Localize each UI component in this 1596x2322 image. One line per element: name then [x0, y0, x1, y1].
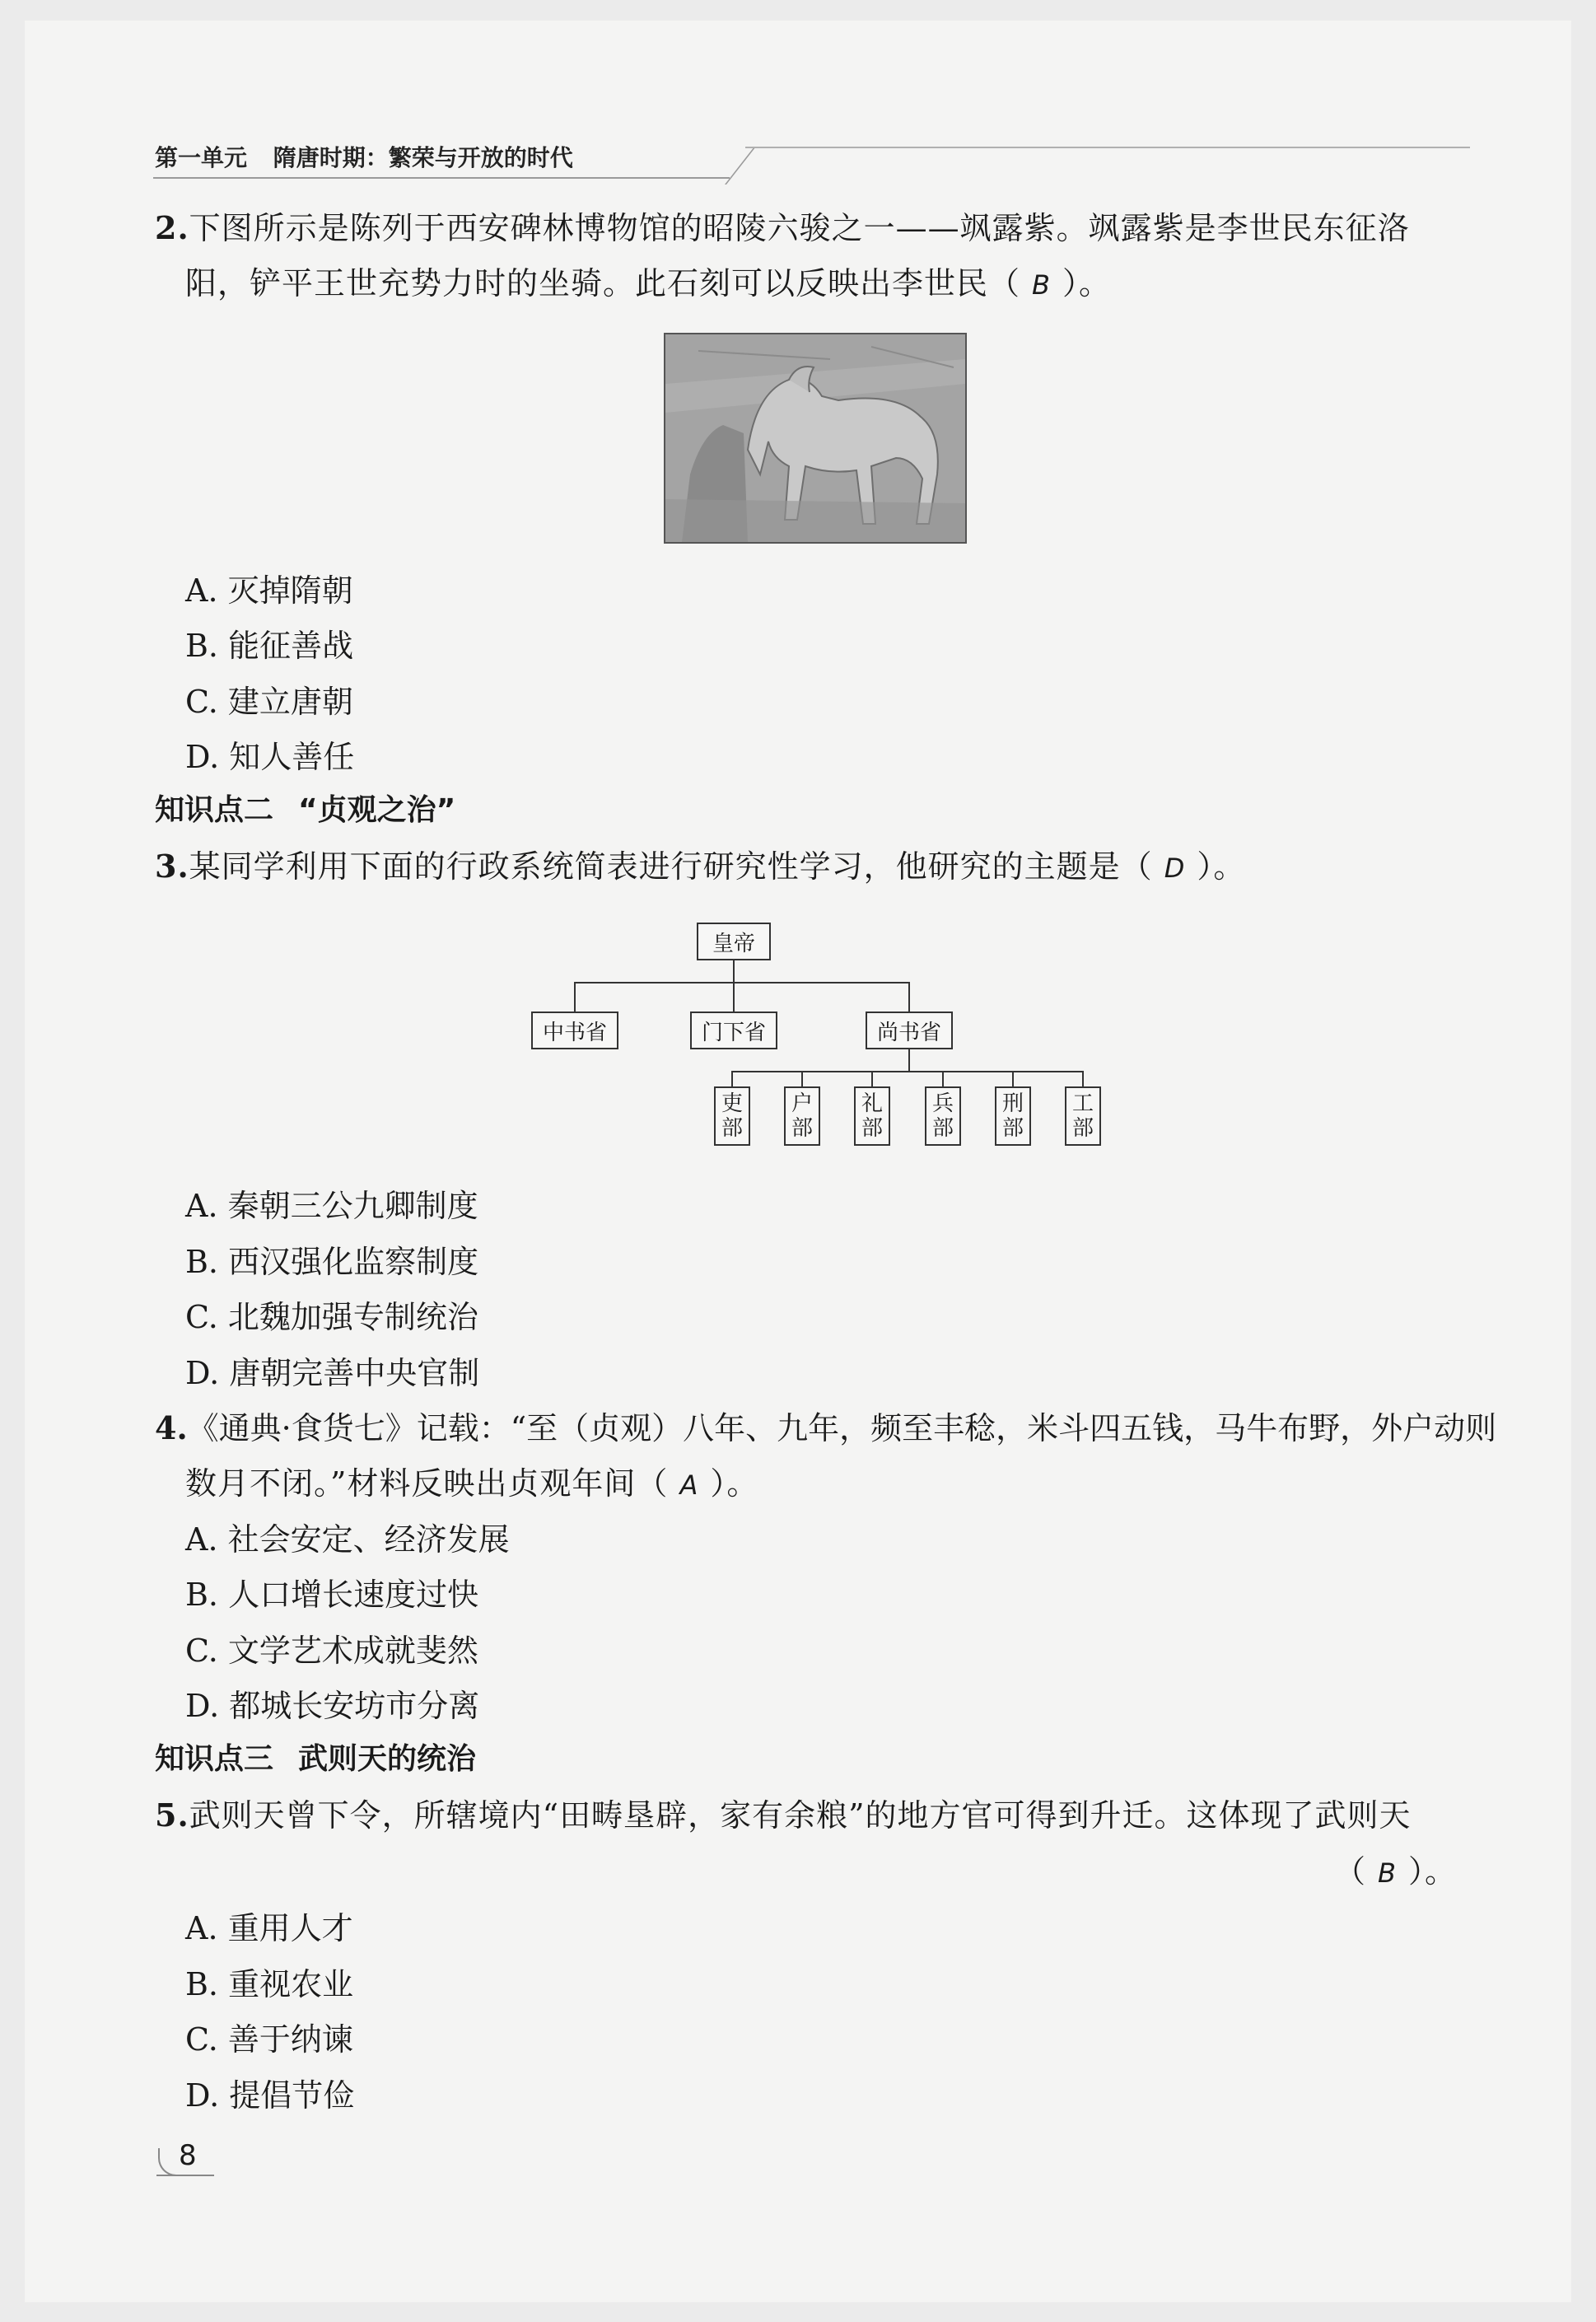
horse-relief-image [665, 334, 965, 542]
node-emperor: 皇帝 [697, 923, 771, 960]
q3-line-1 [155, 848, 1246, 885]
q3-option-d: D. 唐朝完善中央官制 [185, 1355, 480, 1391]
q5-option-d: D. 提倡节俭 [185, 2077, 355, 2114]
q5-option-c: C. 善于纳谏 [185, 2021, 353, 2058]
node-menxia: 门下省 [690, 1011, 777, 1049]
q3-option-a: A. 秦朝三公九卿制度 [185, 1188, 478, 1224]
node-bingbu [925, 1086, 961, 1146]
connector [908, 982, 910, 1013]
q5-text-1: 武则天曾下令，所辖境内“田畴垦辟，家有余粮”的地方官可得到升迁。这体现了武则天 [189, 1797, 1412, 1834]
node-label: 刑 部 [1001, 1091, 1024, 1141]
q3-option-b: B. 西汉强化监察制度 [185, 1244, 479, 1280]
connector [1082, 1071, 1084, 1087]
q3-number: 3. [155, 848, 189, 885]
connector [733, 982, 735, 1013]
section-3-heading [155, 1742, 477, 1776]
q5-text-2a: （ [1334, 1853, 1367, 1890]
node-libu-rites [854, 1086, 890, 1146]
q4-option-a: A. 社会安定、经济发展 [185, 1521, 510, 1558]
section-2-heading [155, 793, 456, 827]
q4-text-2a: 数月不闭。”材料反映出贞观年间（ [185, 1465, 669, 1502]
q4-number: 4. [155, 1409, 188, 1446]
section-2-label: 知识点二 [155, 793, 274, 827]
page-header [155, 140, 573, 173]
q4-line-2 [185, 1465, 759, 1502]
q5-line-1 [155, 1796, 1412, 1834]
q4-option-c: C. 文学艺术成就斐然 [185, 1633, 478, 1669]
q3-text-1b: ）。 [1197, 848, 1246, 885]
node-label: 兵 部 [931, 1091, 954, 1141]
node-libu-personnel [714, 1086, 750, 1146]
page-number-rule [156, 2175, 214, 2176]
connector [1012, 1071, 1014, 1087]
node-shangshu: 尚书省 [866, 1011, 953, 1049]
q5-number: 5. [155, 1796, 189, 1834]
q4-line-1 [155, 1409, 1497, 1446]
q5-option-b: B. 重视农业 [185, 1966, 354, 2002]
q4-option-d: D. 都城长安坊市分离 [185, 1688, 480, 1724]
q5-line-2 [1334, 1853, 1457, 1890]
connector [731, 1071, 733, 1087]
q2-number: 2. [155, 209, 189, 246]
q4-option-b: B. 人口增长速度过快 [185, 1577, 479, 1613]
header-rule [153, 177, 730, 179]
connector [574, 982, 576, 1013]
q2-option-c: C. 建立唐朝 [185, 684, 353, 720]
section-3-title: 武则天的统治 [298, 1742, 477, 1776]
page-number: 8 [179, 2139, 197, 2172]
connector [908, 1049, 910, 1072]
connector [871, 1071, 873, 1087]
node-xingbu [995, 1086, 1031, 1146]
node-label: 礼 部 [861, 1091, 883, 1141]
q2-line-2 [185, 265, 1111, 301]
q3-option-c: C. 北魏加强专制统治 [185, 1299, 478, 1335]
q3-text-1a: 某同学利用下面的行政系统简表进行研究性学习，他研究的主题是（ [189, 848, 1153, 885]
q4-text-2b: ）。 [710, 1465, 759, 1502]
node-label: 工 部 [1071, 1091, 1094, 1141]
node-label: 吏 部 [721, 1091, 743, 1141]
q2-line-1 [155, 209, 1410, 246]
q2-text-1: 下图所示是陈列于西安碑林博物馆的昭陵六骏之一——飒露紫。飒露紫是李世民东征洛 [189, 210, 1410, 246]
section-2-title: “贞观之治” [298, 793, 456, 827]
q2-answer: B [1032, 269, 1051, 301]
node-hubu [784, 1086, 820, 1146]
node-zhongshu: 中书省 [531, 1011, 618, 1049]
connector [733, 960, 735, 983]
section-3-label: 知识点三 [155, 1742, 274, 1776]
header-title: 隋唐时期：繁荣与开放的时代 [273, 144, 573, 171]
node-label: 户 部 [791, 1091, 813, 1141]
stone-relief-photo [664, 333, 967, 544]
q2-option-a: A. 灭掉隋朝 [185, 572, 353, 609]
q5-option-a: A. 重用人才 [185, 1910, 353, 1946]
q5-text-2b: ）。 [1407, 1853, 1457, 1890]
header-unit: 第一单元 [155, 144, 248, 171]
connector [801, 1071, 803, 1087]
connector [731, 1071, 1084, 1072]
q5-answer: B [1378, 1857, 1397, 1889]
q4-text-1: 《通典·食货七》记载：“至（贞观）八年、九年，频至丰稔，米斗四五钱，马牛布野，外户动则 [187, 1410, 1497, 1446]
q4-answer: A [679, 1469, 699, 1501]
connector [942, 1071, 944, 1087]
node-gongbu [1065, 1086, 1101, 1146]
header-top-line [745, 147, 1470, 148]
q2-option-d: D. 知人善任 [185, 739, 355, 775]
q3-answer: D [1164, 853, 1186, 884]
q2-option-b: B. 能征善战 [185, 628, 354, 664]
q2-text-2a: 阳，铲平王世充势力时的坐骑。此石刻可以反映出李世民（ [185, 265, 1021, 301]
connector [574, 982, 910, 983]
q2-text-2b: ）。 [1062, 265, 1111, 301]
